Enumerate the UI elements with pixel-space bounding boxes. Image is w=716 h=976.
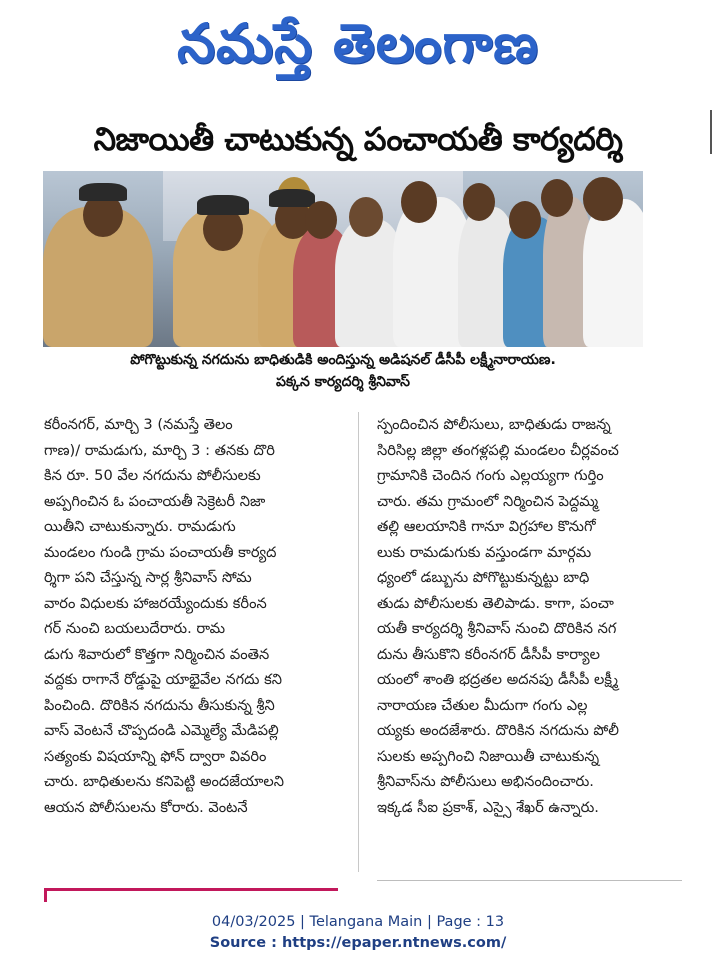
page-footer: [0, 912, 716, 954]
news-photo: [43, 171, 643, 347]
article-text-line: యితీని చాటుకున్నారు. రామడుగు: [44, 518, 236, 535]
article-text-line: శ్రీనివాస్‌ను పోలీసులు అభినందించారు.: [377, 773, 594, 790]
photo-person-head: [509, 201, 541, 239]
newspaper-masthead: [0, 4, 716, 90]
article-text-line: య్యకు అందజేశారు. దొరికిన నగదును పోలీ: [377, 722, 619, 739]
photo-person-head: [305, 201, 337, 239]
article-headline: నిజాయితీ చాటుకున్న పంచాయతీ కార్యదర్శి: [93, 120, 623, 158]
photo-person-cap: [79, 183, 127, 201]
photo-person: [583, 199, 643, 347]
photo-person-head: [583, 177, 623, 221]
article-text-line: వద్దకు రాగానే రోడ్డుపై యాభైవేల నగదు కని: [44, 671, 282, 688]
article-text-line: నారాయణ చేతుల మీదుగా గంగు ఎల్ల: [377, 696, 588, 714]
article-text-line: ఆయన పోలీసులను కోరారు. వెంటనే: [44, 798, 248, 816]
article-text-line: పించింది. దొరికిన నగదును తీసుకున్న శ్రీని: [44, 696, 275, 714]
masthead-title: నమస్తే తెలంగాణ: [177, 12, 539, 75]
article-column-left: [44, 412, 344, 820]
footer-source: Source : https://epaper.ntnews.com/: [209, 935, 507, 951]
article-text-line: యతీ కార్యదర్శి శ్రీనివాస్ నుంచి దొరికిన నగ: [377, 620, 617, 637]
article-column-right: [377, 412, 677, 820]
article-text-line: తల్లి ఆలయానికి గానూ విగ్రహాల కొనుగో: [377, 518, 596, 535]
article-text-line: డుగు శివారులో కొత్తగా నిర్మించిన వంతెన: [44, 645, 270, 663]
article-text-line: ధ్యంలో డబ్బును పోగొట్టుకున్నట్టు బాధి: [377, 569, 590, 586]
article-text-line: వాస్ వెంటనే చొప్పదండి ఎమ్మెల్యే మేడిపల్లి: [44, 722, 279, 739]
caption-line-1: పోగొట్టుకున్న నగదును బాధితుడికి అందిస్తున్న అడిషనల్ డీసీపీ లక్ష్మీనారాయణ.: [130, 352, 556, 368]
photo-person-head: [401, 181, 437, 223]
photo-person-head: [349, 197, 383, 237]
article-text-line: చారు. బాధితులను కనిపెట్టి అందజేయాలని: [44, 773, 284, 790]
article-text-line: గ్రామానికి చెందిన గంగు ఎల్లయ్యగా గుర్తిం: [377, 467, 604, 484]
article-text-line: ర్శిగా పని చేస్తున్న సార్ల శ్రీనివాస్ సోమ: [44, 569, 252, 586]
photo-person-cap: [269, 189, 315, 207]
caption-line-2: పక్కన కార్యదర్శి శ్రీనివాస్: [276, 374, 410, 390]
article-text-line: సత్యంకు విషయాన్ని ఫోన్ ద్వారా వివరిం: [44, 747, 267, 765]
article-text-line: గర్ నుంచి బయలుదేరారు. రామ: [44, 620, 226, 637]
photo-person-head: [463, 183, 495, 221]
article-text-line: ఇక్కడ సీఐ ప్రకాశ్, ఎస్సై శేఖర్ ఉన్నారు.: [377, 798, 599, 816]
article-text-line: దును తీసుకొని కరీంనగర్ డీసీపీ కార్యాల: [377, 645, 600, 663]
photo-person-head: [541, 179, 573, 217]
article-text-line: కిన రూ. 50 వేల నగదును పోలీసులకు: [44, 467, 261, 484]
footer-edition-info: 04/03/2025 | Telangana Main | Page : 13: [211, 914, 505, 930]
article-text-line: గాణ)/ రామడుగు, మార్చి 3 : తనకు దొరి: [44, 441, 275, 459]
next-article-border: [44, 888, 338, 891]
article-text-line: సులకు అప్పగించి నిజాయితీ చాటుకున్న: [377, 747, 599, 765]
article-text-line: అప్పగించిన ఓ పంచాయతీ సెక్రెటరీ నిజా: [44, 492, 266, 510]
article-text-line: సిరిసిల్ల జిల్లా తంగళ్లపల్లి మండలం చీర్లవంచ: [377, 441, 619, 459]
article-text-line: యంలో శాంతి భద్రతల అదనపు డీసీపీ లక్ష్మీ: [377, 671, 619, 688]
column-divider: [358, 412, 359, 872]
column-end-rule: [377, 880, 682, 881]
article-text-line: తుడు పోలీసులకు తెలిపాడు. కాగా, పంచా: [377, 594, 614, 612]
article-text-line: మండలం గుండి గ్రామ పంచాయతీ కార్యద: [44, 543, 277, 561]
article-text-line: చారు. తమ గ్రామంలో నిర్మించిన పెద్దమ్మ: [377, 492, 599, 510]
photo-caption: [43, 349, 643, 393]
next-article-border-corner: [44, 888, 47, 902]
article-text-line: స్పందించిన పోలీసులు, బాధితుడు రాజన్న: [377, 416, 611, 433]
photo-person-cap: [197, 195, 249, 215]
edge-rule: [710, 110, 712, 154]
article-text-line: కరీంనగర్, మార్చి 3 (నమస్తే తెలం: [44, 416, 233, 433]
article-text-line: వారం విధులకు హాజరయ్యేందుకు కరీంన: [44, 594, 267, 612]
article-text-line: లుకు రామడుగుకు వస్తుండగా మార్గమ: [377, 543, 592, 561]
